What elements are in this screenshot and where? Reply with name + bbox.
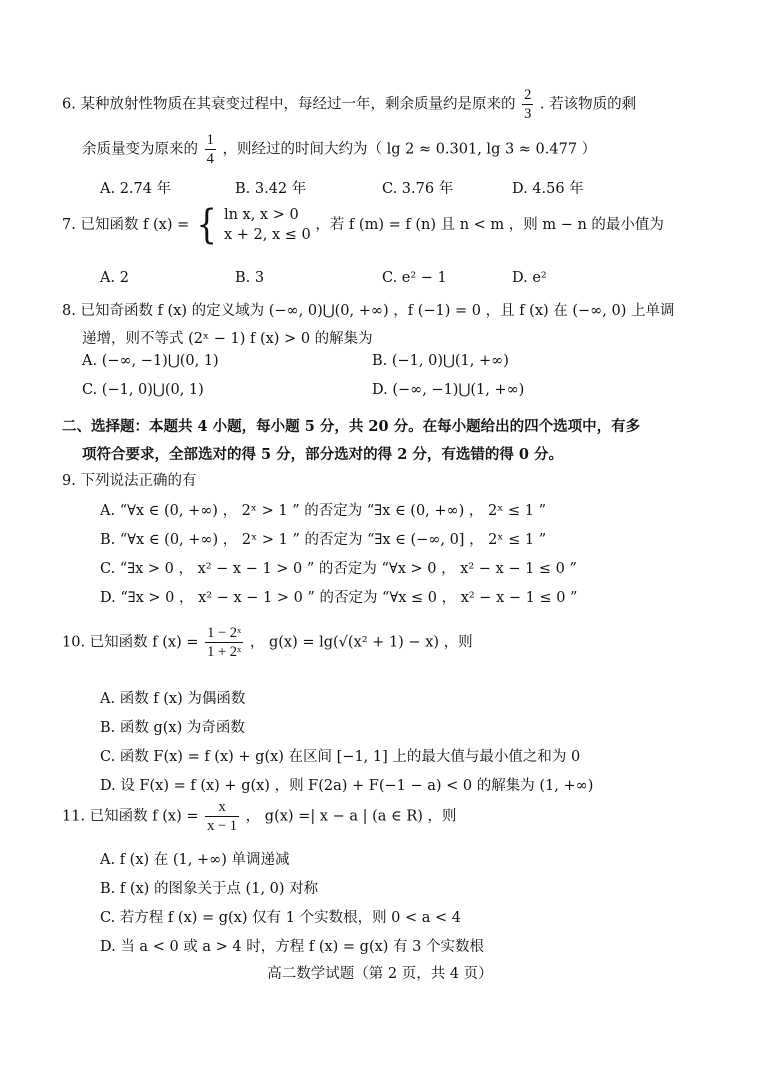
q8-stem-line1: 8. 已知奇函数 f (x) 的定义域为 (−∞, 0)⋃(0, +∞) ，f (−1) = 0 ，且 f (x) 在 (−∞, 0) 上单调 [62, 303, 675, 319]
q11-option-a: A. f (x) 在 (1, +∞) 单调递减 [100, 852, 290, 868]
q6-option-a: A. 2.74 年 [100, 181, 172, 197]
q9-option-a: A. “∀x ∈ (0, +∞) ， 2ˣ > 1 ” 的否定为 “∃x ∈ (0, +∞) ， 2ˣ ≤ 1 ” [100, 503, 546, 519]
q6-option-b: B. 3.42 年 [235, 181, 307, 197]
q6-stem-text-b: . 若该物质的剩 [539, 96, 637, 113]
section2-heading-line1: 二、选择题：本题共 4 小题，每小题 5 分，共 20 分。在每小题给出的四个选项中，有多 [62, 418, 641, 435]
q8-stem-line2: 递增，则不等式 (2ˣ − 1) f (x) > 0 的解集为 [82, 331, 373, 347]
q6-stem-line1 [62, 86, 636, 123]
q10-fraction: $\frac{\text{1 − 2ˣ}}{\text{1 + 2ˣ}}$ [207, 625, 242, 660]
q7-stem: 7. 已知函数 f (x) = { ln x, x > 0 x + 2, x ≤ 0 ，若 f (m) = f (n) 且 n < m ，则 m − n 的最小值为 [62, 202, 664, 248]
q8-option-d: D. (−∞, −1)⋃(1, +∞) [372, 382, 525, 398]
q6-stem-text-a: 6. 某种放射性物质在其衰变过程中，每经过一年，剩余质量约是原来的 [62, 96, 516, 113]
q11-option-b: B. f (x) 的图象关于点 (1, 0) 对称 [100, 881, 319, 897]
q9-option-d: D. “∃x > 0 ， x² − x − 1 > 0 ” 的否定为 “∀x ≤ 0 ， x² − x − 1 ≤ 0 ” [100, 590, 578, 606]
q6-fraction-1-4: $\frac{1}{4}$ [206, 132, 214, 167]
section2-heading-line2: 项符合要求，全部选对的得 5 分，部分选对的得 2 分，有选错的得 0 分。 [82, 446, 564, 463]
q7-brace: { [196, 202, 217, 248]
q8-option-b: B. (−1, 0)⋃(1, +∞) [372, 353, 509, 369]
q6-fraction-2-3: $\frac{2}{3}$ [524, 87, 532, 122]
q7-option-a: A. 2 [100, 270, 129, 286]
q10-stem: 10. 已知函数 f (x) = $\frac{\text{1 − 2ˣ}}{\text{1 + 2ˣ}}$ ， g(x) = lg(√(x² + 1) − x) ，则 [62, 625, 473, 660]
q8-option-c: C. (−1, 0)⋃(0, 1) [82, 382, 204, 398]
q11-option-d: D. 当 a < 0 或 a > 4 时，方程 f (x) = g(x) 有 3 个实数根 [100, 939, 485, 955]
q10-option-d: D. 设 F(x) = f (x) + g(x) ，则 F(2a) + F(−1 − a) < 0 的解集为 (1, +∞) [100, 778, 594, 794]
q7-option-b: B. 3 [235, 270, 265, 286]
q11-stem: 11. 已知函数 f (x) = $\frac{x}{x - 1}$ ， g(x) =| x − a | (a ∈ R) ，则 [62, 799, 457, 834]
q7-piecewise: ln x, x > 0 x + 2, x ≤ 0 [223, 207, 311, 243]
q9-option-c: C. “∃x > 0 ， x² − x − 1 > 0 ” 的否定为 “∀x > 0 ， x² − x − 1 ≤ 0 ” [100, 561, 577, 577]
q6-stem-line2: 余质量变为原来的 $\frac{1}{4}$ ，则经过的时间大约为（ lg 2 ≈ 0.301, lg 3 ≈ 0.477 ） [82, 132, 597, 167]
q9-option-b: B. “∀x ∈ (0, +∞) ， 2ˣ > 1 ” 的否定为 “∃x ∈ (−∞, 0] ， 2ˣ ≤ 1 ” [100, 532, 547, 548]
page-footer: 高二数学试题（第 2 页，共 4 页） [267, 966, 493, 982]
q7-option-d: D. e² [512, 270, 547, 286]
q11-option-c: C. 若方程 f (x) = g(x) 仅有 1 个实数根，则 0 < a < 4 [100, 910, 462, 926]
q6-option-c: C. 3.76 年 [382, 181, 454, 197]
q10-option-c: C. 函数 F(x) = f (x) + g(x) 在区间 [−1, 1] 上的最大值与最小值之和为 0 [100, 749, 581, 765]
q9-stem: 9. 下列说法正确的有 [62, 473, 197, 489]
q7-option-c: C. e² − 1 [382, 270, 447, 286]
q6-option-d: D. 4.56 年 [512, 181, 584, 197]
q8-option-a: A. (−∞, −1)⋃(0, 1) [82, 353, 219, 369]
q11-fraction: $\frac{x}{x - 1}$ [207, 799, 238, 834]
q10-option-b: B. 函数 g(x) 为奇函数 [100, 720, 245, 736]
q10-option-a: A. 函数 f (x) 为偶函数 [100, 691, 246, 707]
